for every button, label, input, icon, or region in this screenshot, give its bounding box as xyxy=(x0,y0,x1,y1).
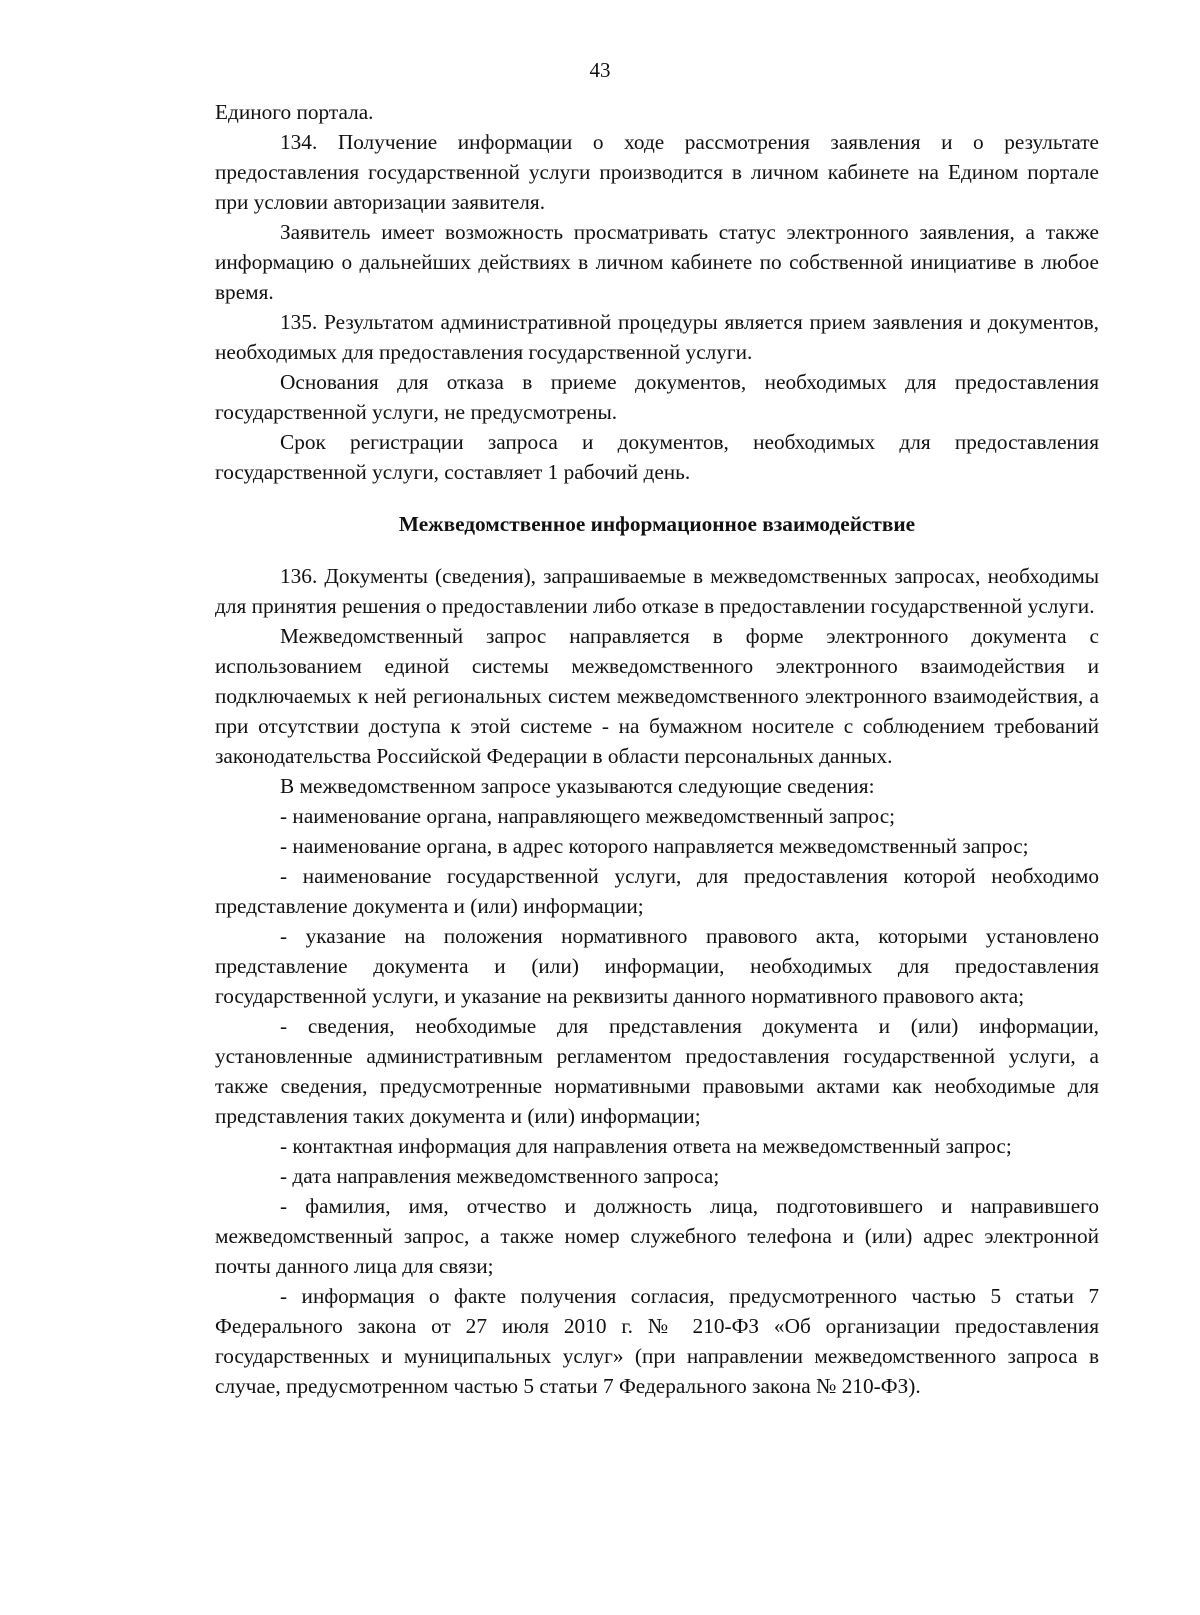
paragraph-refusal-grounds: Основания для отказа в приеме документов, необходимых для предоставления государственной услуги, не предусмотрены. xyxy=(215,370,1099,424)
list-item-required-info: - сведения, необходимые для представления документа и (или) информации, установленные административным регламентом предоставления государственной услуги, а также сведения, предусмотренные нормативными правовыми актами как необходимые для представления таких документа и (или) информации; xyxy=(215,1014,1099,1128)
list-item-requesting-body: - наименование органа, направляющего межведомственный запрос; xyxy=(280,804,896,828)
list-item-recipient-body: - наименование органа, в адрес которого направляется межведомственный запрос; xyxy=(280,834,1029,858)
paragraph-registration-term: Срок регистрации запроса и документов, необходимых для предоставления государственной услуги, составляет 1 рабочий день. xyxy=(215,430,1099,484)
paragraph-request-contents-intro: В межведомственном запросе указываются следующие сведения: xyxy=(280,774,875,798)
paragraph-135: 135. Результатом административной процедуры является прием заявления и документов, необходимых для предоставления государственной услуги. xyxy=(215,310,1099,364)
list-item-consent-info: - информация о факте получения согласия, предусмотренного частью 5 статьи 7 Федерального закона от 27 июля 2010 г. № 210-ФЗ «Об организации предоставления государственных и муниципальных услуг» (при направлении межведомственного запроса в случае, предусмотренном частью 5 статьи 7 Федерального закона № 210-ФЗ). xyxy=(215,1284,1099,1398)
paragraph-applicant-status: Заявитель имеет возможность просматривать статус электронного заявления, а также информацию о дальнейших действиях в личном кабинете по собственной инициативе в любое время. xyxy=(215,220,1099,304)
list-item-responsible-person: - фамилия, имя, отчество и должность лица, подготовившего и направившего межведомственный запрос, а также номер служебного телефона и (или) адрес электронной почты данного лица для связи; xyxy=(215,1194,1099,1278)
document-body xyxy=(215,97,1099,1401)
page-number: 43 xyxy=(589,58,611,82)
paragraph-continuation: Единого портала. xyxy=(215,100,374,124)
paragraph-136: 136. Документы (сведения), запрашиваемые в межведомственных запросах, необходимы для принятия решения о предоставлении либо отказе в предоставлении государственной услуги. xyxy=(215,564,1099,618)
list-item-service-name: - наименование государственной услуги, для предоставления которой необходимо представление документа и (или) информации; xyxy=(215,864,1099,918)
paragraph-interagency-request-form: Межведомственный запрос направляется в форме электронного документа с использованием единой системы межведомственного электронного взаимодействия и подключаемых к ней региональных систем межведомственного электронного взаимодействия, а при отсутствии доступа к этой системе - на бумажном носителе с соблюдением требований законодательства Российской Федерации в области персональных данных. xyxy=(215,624,1099,768)
paragraph-134: 134. Получение информации о ходе рассмотрения заявления и о результате предоставления государственной услуги производится в личном кабинете на Едином портале при условии авторизации заявителя. xyxy=(215,130,1099,214)
list-item-request-date: - дата направления межведомственного запроса; xyxy=(280,1164,720,1188)
list-item-contact-info: - контактная информация для направления ответа на межведомственный запрос; xyxy=(280,1134,1012,1158)
section-heading: Межведомственное информационное взаимодействие xyxy=(398,512,916,536)
list-item-legal-act: - указание на положения нормативного правового акта, которыми установлено представление документа и (или) информации, необходимых для предоставления государственной услуги, и указание на реквизиты данного нормативного правового акта; xyxy=(215,924,1099,1008)
